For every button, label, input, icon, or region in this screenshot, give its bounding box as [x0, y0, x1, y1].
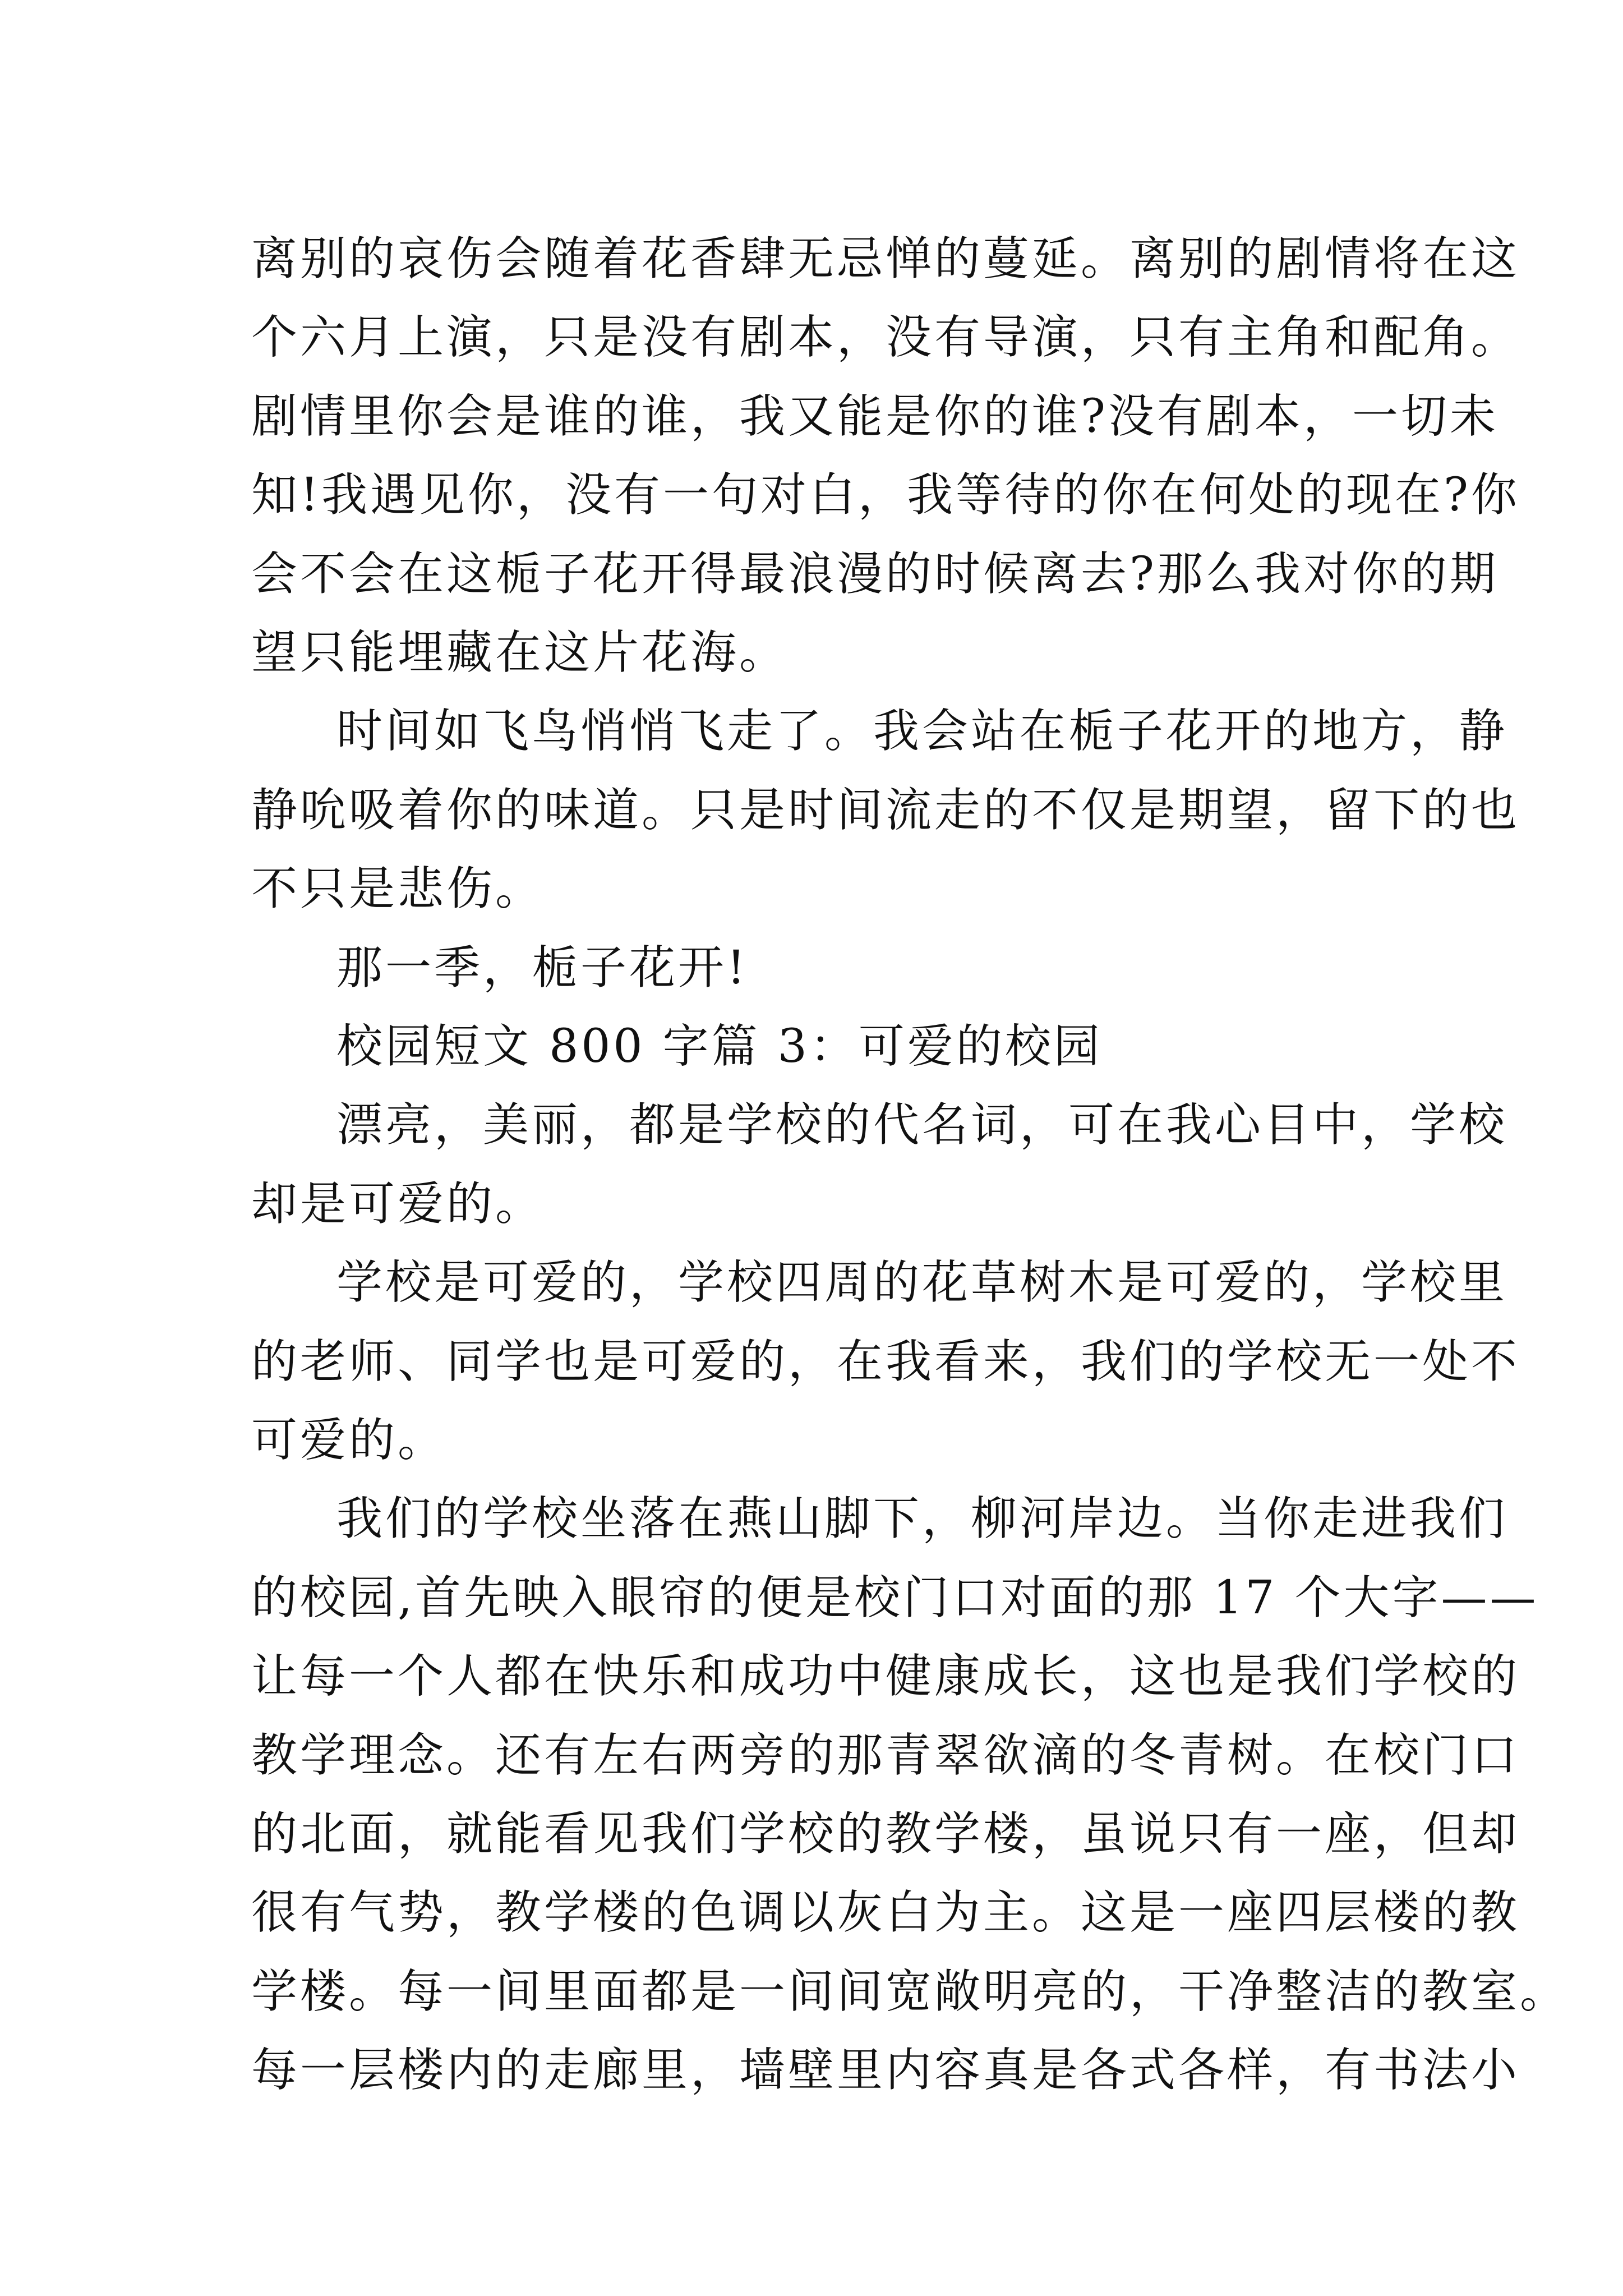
- text-line: 的校园,首先映入眼帘的便是校门口对面的那 17 个大字——: [251, 1571, 1539, 1625]
- text-line: 会不会在这栀子花开得最浪漫的时候离去?那么我对你的期: [251, 547, 1498, 601]
- text-line: 剧情里你会是谁的谁，我又能是你的谁?没有剧本，一切未: [251, 390, 1498, 443]
- text-line: 不只是悲伤。: [251, 862, 545, 915]
- text-line: 离别的哀伤会随着花香肆无忌惮的蔓延。离别的剧情将在这: [251, 232, 1520, 286]
- text-line: 教学理念。还有左右两旁的那青翠欲滴的冬青树。在校门口: [251, 1729, 1520, 1782]
- text-line: 却是可爱的。: [251, 1177, 545, 1231]
- text-line: 每一层楼内的走廊里，墙壁里内容真是各式各样，有书法小: [251, 2044, 1520, 2097]
- text-line: 个六月上演，只是没有剧本，没有导演，只有主角和配角。: [251, 311, 1520, 364]
- text-line: 学校是可爱的，学校四周的花草树木是可爱的，学校里: [336, 1256, 1508, 1309]
- section-heading: 校园短文 800 字篇 3：可爱的校园: [336, 1020, 1103, 1073]
- text-line: 漂亮，美丽，都是学校的代名词，可在我心目中，学校: [336, 1098, 1508, 1152]
- text-line: 我们的学校坐落在燕山脚下，柳河岸边。当你走进我们: [336, 1492, 1508, 1545]
- text-line: 可爱的。: [251, 1414, 447, 1467]
- text-line: 让每一个人都在快乐和成功中健康成长，这也是我们学校的: [251, 1650, 1520, 1703]
- text-line: 学楼。每一间里面都是一间间宽敞明亮的，干净整洁的教室。: [251, 1965, 1569, 2018]
- text-line: 的北面，就能看见我们学校的教学楼，虽说只有一座，但却: [251, 1807, 1520, 1861]
- text-line: 望只能埋藏在这片花海。: [251, 626, 789, 679]
- text-line: 那一季，栀子花开!: [336, 941, 748, 995]
- text-line: 知!我遇见你，没有一句对白，我等待的你在何处的现在?你: [251, 468, 1520, 522]
- text-line: 静吮吸着你的味道。只是时间流走的不仅是期望，留下的也: [251, 784, 1520, 837]
- text-line: 很有气势，教学楼的色调以灰白为主。这是一座四层楼的教: [251, 1886, 1520, 1939]
- text-line: 时间如飞鸟悄悄飞走了。我会站在栀子花开的地方，静: [336, 705, 1508, 758]
- text-line: 的老师、同学也是可爱的，在我看来，我们的学校无一处不: [251, 1335, 1520, 1388]
